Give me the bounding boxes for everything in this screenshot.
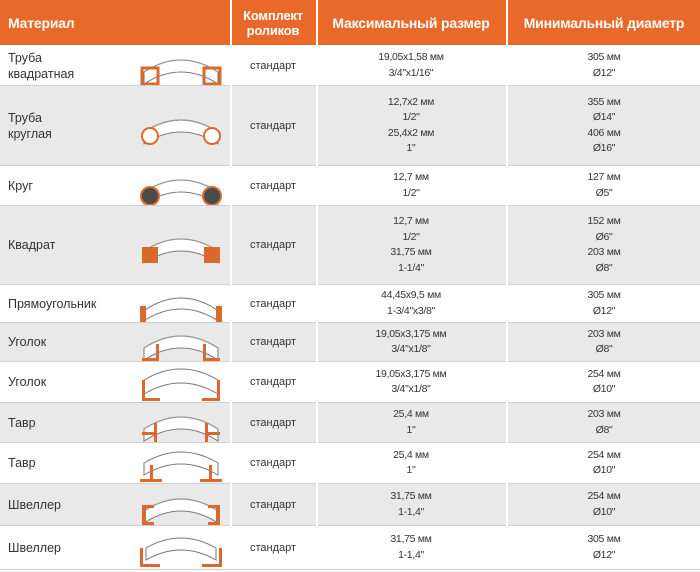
max-size-line: 1-3/4"x3/8" (387, 304, 435, 317)
table-row (0, 285, 700, 322)
min-diameter-line: Ø6" (595, 230, 613, 243)
max-size-line: 25,4 мм (393, 408, 429, 420)
min-diameter-values (508, 484, 700, 525)
material-name (8, 206, 134, 284)
max-size-line: 31,75 мм (390, 533, 432, 545)
min-diameter-line: Ø10" (592, 383, 616, 395)
min-diameter-line: 127 мм (587, 171, 621, 183)
material-name (8, 443, 134, 483)
table-row (0, 206, 700, 284)
min-diameter-values (508, 362, 700, 402)
roller-kit-value: стандарт (249, 498, 297, 511)
material-name (8, 46, 134, 85)
material-name-line: Швеллер (8, 540, 61, 555)
roller-kit-value: стандарт (249, 297, 297, 310)
min-diameter-line: 254 мм (587, 448, 621, 461)
min-diameter-values (508, 443, 700, 483)
roller-kit-value: стандарт (249, 239, 297, 251)
material-name (8, 484, 134, 525)
min-diameter-values (508, 285, 700, 322)
max-size-values (318, 206, 504, 284)
header-material: Материал (8, 14, 75, 31)
material-name-line: Уголок (8, 335, 47, 349)
min-diameter-values (508, 403, 700, 442)
material-name-line: Квадрат (8, 238, 56, 252)
min-diameter-line: Ø10" (592, 505, 616, 518)
max-size-values (318, 323, 504, 361)
max-size-line: 25,4x2 мм (387, 126, 435, 139)
min-diameter-line: 406 мм (587, 126, 621, 139)
roller-kit-value: стандарт (249, 59, 297, 72)
angle-out-profile-icon (134, 323, 228, 361)
flat-bar-profile-icon (134, 285, 228, 322)
column-divider (230, 0, 232, 569)
min-diameter-values (508, 86, 700, 165)
max-size-line: 1-1,4" (398, 548, 424, 561)
roller-kit-value: стандарт (249, 457, 297, 469)
roller-kit-value: стандарт (249, 336, 297, 348)
row-divider (0, 569, 700, 570)
max-size-line: 1" (406, 464, 416, 476)
header-kit-line1: Комплект (243, 7, 303, 23)
header-roller-kit (232, 0, 314, 45)
max-size-line: 12,7x2 мм (387, 95, 435, 108)
square-bar-profile-icon (134, 206, 228, 284)
min-diameter-values (508, 206, 700, 284)
max-size-line: 12,7 мм (393, 215, 429, 227)
max-size-line: 31,75 мм (390, 490, 432, 502)
tee-out-profile-icon (134, 403, 228, 442)
min-diameter-line: 152 мм (587, 215, 621, 227)
min-diameter-line: Ø8" (595, 423, 613, 436)
max-size-values (318, 166, 504, 205)
material-name (8, 285, 134, 322)
max-size-line: 1/2" (402, 186, 420, 199)
table-row (0, 484, 700, 525)
table-row (0, 323, 700, 361)
table-row (0, 443, 700, 483)
max-size-values (318, 362, 504, 402)
tee-in-profile-icon (134, 443, 228, 483)
roller-kit-value: стандарт (249, 376, 297, 388)
min-diameter-line: Ø8" (595, 343, 613, 355)
table-header (0, 0, 700, 45)
min-diameter-line: 203 мм (587, 327, 621, 340)
max-size-values (318, 285, 504, 322)
round-tube-profile-icon (134, 86, 228, 165)
table-row (0, 86, 700, 165)
max-size-line: 1-1/4" (398, 261, 424, 274)
max-size-line: 19,05x3,175 мм (375, 327, 447, 340)
material-name-line: квадратная (8, 66, 75, 81)
material-name (8, 86, 134, 165)
max-size-line: 1/2" (402, 111, 420, 123)
max-size-line: 3/4"x1/16" (388, 66, 434, 79)
header-min-diameter: Минимальный диаметр (523, 14, 685, 31)
max-size-values (318, 46, 504, 85)
min-diameter-values (508, 46, 700, 85)
min-diameter-line: 355 мм (587, 95, 621, 108)
min-diameter-line: Ø12" (592, 548, 616, 561)
table-row (0, 362, 700, 402)
table-row (0, 403, 700, 442)
max-size-line: 1/2" (402, 230, 420, 243)
max-size-values (318, 526, 504, 569)
material-name-line: Прямоугольник (8, 296, 97, 311)
material-name-line: Тавр (8, 456, 36, 470)
material-name (8, 323, 134, 361)
roller-kit-value: стандарт (249, 416, 297, 429)
material-name-line: Труба (8, 110, 42, 125)
max-size-values (318, 484, 504, 525)
roller-kit-value: стандарт (249, 541, 297, 554)
material-name-line: Круг (8, 178, 33, 193)
table-row (0, 46, 700, 85)
max-size-line: 3/4"x1/8" (391, 383, 431, 395)
max-size-line: 3/4"x1/8" (391, 343, 431, 355)
max-size-line: 19,05x3,175 мм (375, 367, 447, 380)
max-size-line: 12,7 мм (393, 171, 429, 183)
max-size-line: 25,4 мм (393, 448, 429, 461)
min-diameter-line: Ø12" (592, 66, 616, 79)
header-kit-line2: роликов (246, 22, 300, 38)
material-name-line: Труба (8, 50, 42, 65)
max-size-line: 44,45x9,5 мм (381, 289, 441, 301)
min-diameter-line: 305 мм (587, 533, 621, 545)
min-diameter-line: Ø10" (592, 464, 616, 476)
max-size-values (318, 443, 504, 483)
min-diameter-line: Ø12" (592, 304, 616, 317)
min-diameter-values (508, 526, 700, 569)
channel-out-profile-icon (134, 484, 228, 525)
max-size-values (318, 86, 504, 165)
max-size-line: 31,75 мм (390, 246, 432, 258)
material-name-line: круглая (8, 126, 52, 141)
channel-in-profile-icon (134, 526, 228, 569)
material-name-line: Тавр (8, 415, 36, 430)
max-size-line: 1" (406, 423, 416, 436)
column-divider (506, 0, 508, 569)
material-name-line: Уголок (8, 375, 47, 389)
max-size-line: 1" (406, 142, 416, 154)
round-bar-profile-icon (134, 166, 228, 205)
max-size-line: 19,05x1,58 мм (378, 51, 444, 63)
min-diameter-line: Ø5" (595, 186, 613, 199)
column-divider (316, 0, 318, 569)
min-diameter-line: 305 мм (587, 289, 621, 301)
square-tube-profile-icon (134, 46, 228, 85)
min-diameter-line: 254 мм (587, 367, 621, 380)
material-name (8, 403, 134, 442)
min-diameter-line: 203 мм (587, 408, 621, 420)
angle-in-profile-icon (134, 362, 228, 402)
material-name (8, 166, 134, 205)
material-name-line: Швеллер (8, 497, 61, 512)
min-diameter-line: Ø16" (592, 142, 616, 154)
roller-kit-value: стандарт (249, 119, 297, 132)
min-diameter-line: 254 мм (587, 490, 621, 502)
table-row (0, 166, 700, 205)
min-diameter-line: 305 мм (587, 51, 621, 63)
min-diameter-line: 203 мм (587, 246, 621, 258)
min-diameter-values (508, 166, 700, 205)
roller-kit-value: стандарт (249, 179, 297, 192)
min-diameter-line: Ø8" (595, 261, 613, 274)
max-size-values (318, 403, 504, 442)
max-size-line: 1-1,4" (398, 505, 424, 518)
min-diameter-values (508, 323, 700, 361)
min-diameter-line: Ø14" (592, 111, 616, 123)
header-max-size: Максимальный размер (332, 14, 490, 31)
material-name (8, 362, 134, 402)
material-name (8, 526, 134, 569)
table-row (0, 526, 700, 569)
